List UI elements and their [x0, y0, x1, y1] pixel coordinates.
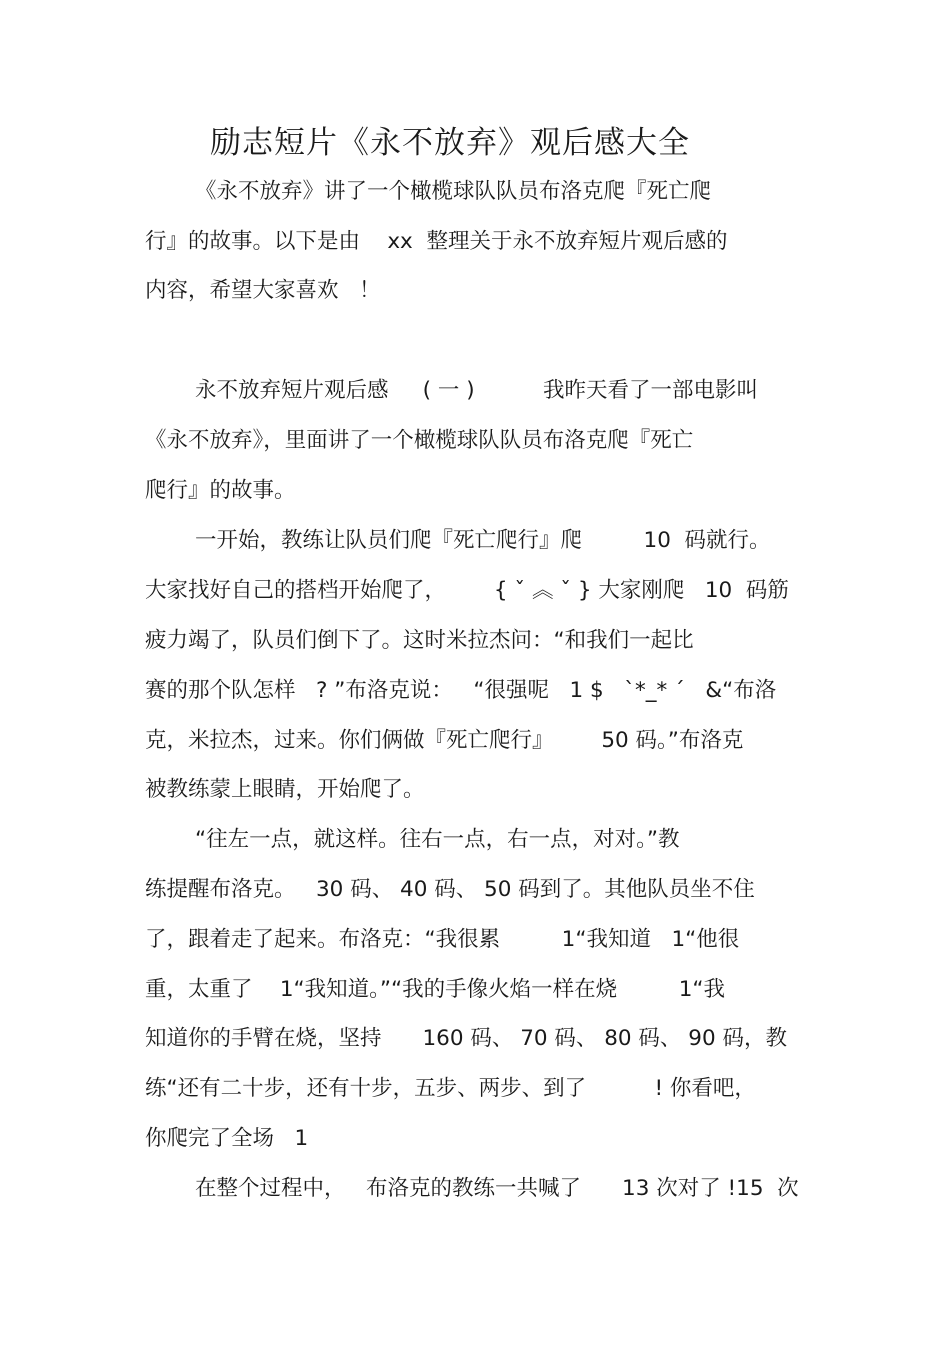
body-line: 被教练蒙上眼睛，开始爬了。 — [145, 777, 425, 802]
body-line: 练“还有二十步，还有十步，五步、两步、到了 ! 你看吧， — [145, 1076, 756, 1101]
body-line: 重，太重了 1“我知道。”“我的手像火焰一样在烧 1“我 — [145, 977, 726, 1002]
body-line: 克，米拉杰，过来。你们俩做『死亡爬行』 50 码。”布洛克 — [145, 728, 744, 753]
body-line: “往左一点，就这样。往右一点，右一点，对对。”教 — [195, 827, 680, 852]
section-1-heading-line: 永不放弃短片观后感 ( 一 ) 我昨天看了一部电影叫 — [195, 378, 758, 403]
document-title: 励志短片《永不放弃》观后感大全 — [210, 125, 690, 161]
body-line: 你爬完了全场 1 — [145, 1126, 309, 1151]
body-line: 知道你的手臂在烧，坚持 160 码、 70 码、 80 码、 90 码，教 — [145, 1026, 787, 1051]
intro-line-2: 行』的故事。以下是由 xx 整理关于永不放弃短片观后感的 — [145, 229, 728, 254]
body-line: 在整个过程中， 布洛克的教练一共喊了 13 次对了 !15 次 — [195, 1176, 799, 1201]
intro-line-3: 内容，希望大家喜欢 ！ — [145, 278, 381, 303]
body-line: 疲力竭了，队员们倒下了。这时米拉杰问：“和我们一起比 — [145, 628, 694, 653]
body-line: 《永不放弃》，里面讲了一个橄榄球队队员布洛克爬『死亡 — [145, 428, 694, 453]
body-line: 大家找好自己的搭档开始爬了， { ˇ ︽ ˇ } 大家刚爬 10 码筋 — [145, 578, 789, 603]
body-line: 练提醒布洛克。 30 码、 40 码、 50 码到了。其他队员坐不住 — [145, 877, 755, 902]
body-line: 了，跟着走了起来。布洛克：“我很累 1“我知道 1“他很 — [145, 927, 740, 952]
body-line: 爬行』的故事。 — [145, 478, 296, 503]
intro-line-1: 《永不放弃》讲了一个橄榄球队队员布洛克爬『死亡爬 — [195, 179, 712, 204]
body-line: 赛的那个队怎样 ? ”布洛克说： “很强呢 1 $ ˋ*_* ˊ &“布洛 — [145, 678, 777, 703]
body-line: 一开始，教练让队员们爬『死亡爬行』爬 10 码就行。 — [195, 528, 771, 553]
